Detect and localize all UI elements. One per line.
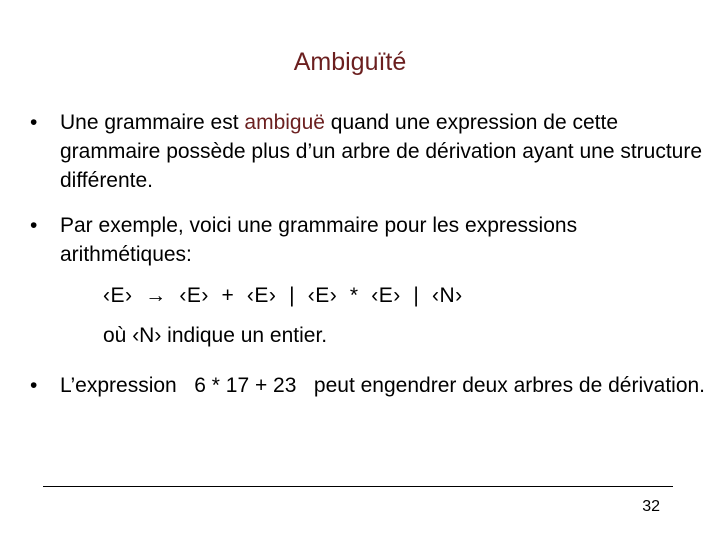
bullet-text: L’expression 6 * 17 + 23 peut engendrer deux arbres de dérivation. bbox=[60, 374, 706, 397]
bullet-example-intro bbox=[30, 211, 710, 269]
bullet-text bbox=[60, 108, 710, 195]
slide-title: Ambiguïté bbox=[293, 48, 407, 76]
bullet-icon: • bbox=[30, 214, 38, 237]
page-number: 32 bbox=[642, 498, 660, 515]
bullet-text-start: Une grammaire est bbox=[60, 111, 245, 134]
footer-divider bbox=[43, 486, 673, 487]
bullet-text-end: quand une expression de cette grammaire possède plus d’un arbre de dérivation ayant une structure différente. bbox=[60, 111, 703, 192]
bullet-ambiguity-definition bbox=[30, 108, 710, 195]
bullet-icon: • bbox=[30, 374, 38, 397]
grammar-note: où ‹N› indique un entier. bbox=[103, 324, 328, 347]
bullet-text: Par exemple, voici une grammaire pour les expressions arithmétiques: bbox=[60, 214, 578, 266]
grammar-rule: ‹E› → ‹E› + ‹E› | ‹E› * ‹E› | ‹N› bbox=[103, 284, 463, 307]
bullet-icon: • bbox=[30, 111, 38, 134]
bullet-expression-example bbox=[30, 371, 710, 400]
highlight-term: ambiguë bbox=[244, 111, 325, 134]
